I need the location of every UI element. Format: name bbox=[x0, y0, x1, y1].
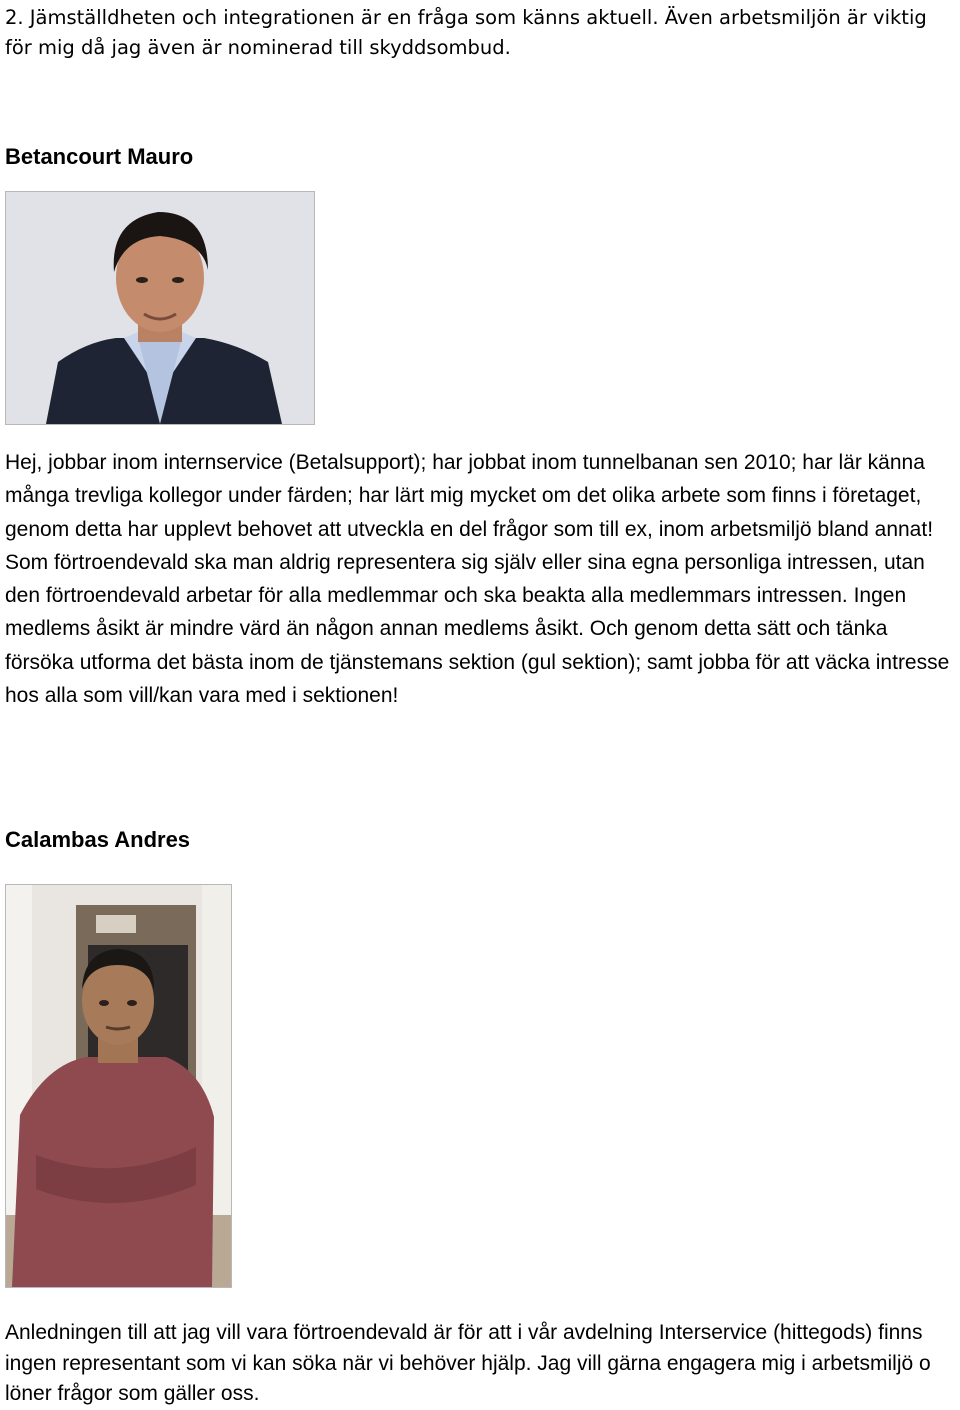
candidate-photo bbox=[5, 884, 232, 1288]
candidate-bio: Anledningen till att jag vill vara förtroendevald är för att i vår avdelning Interservice (hittegods) finns ingen representant som vi kan söka när vi behöver hjälp. Jag vill gärna engagera mig i arbetsmiljö o löner frågor som gäller oss. bbox=[5, 1321, 931, 1405]
intro-paragraph: 2. Jämställdheten och integrationen är en fråga som känns aktuell. Även arbetsmiljön är viktig för mig då jag även är nominerad till skyddsombud. bbox=[5, 6, 927, 59]
candidate-name: Calambas Andres bbox=[5, 827, 191, 852]
candidate-photo bbox=[5, 191, 315, 425]
candidate-name: Betancourt Mauro bbox=[5, 144, 194, 169]
candidate-bio: Hej, jobbar inom internservice (Betalsupport); har jobbat inom tunnelbanan sen 2010; har lär känna många trevliga kollegor under färden; har lärt mig mycket om det olika arbete som finns i företaget, genom detta har upplevt behovet att utveckla en del frågor som till ex, inom arbetsmiljö bland annat! Som förtroendevald ska man aldrig representera sig själv eller sina egna personliga intressen, utan den förtroendevald arbetar för alla medlemmar och ska beakta alla medlemmars intressen. Ingen medlems åsikt är mindre värd än någon annan medlems åsikt. Och genom detta sätt och tänka försöka utforma det bästa inom de tjänstemans sektion (gul sektion); samt jobba för att väcka intresse hos alla som vill/kan vara med i sektionen! bbox=[5, 451, 950, 708]
